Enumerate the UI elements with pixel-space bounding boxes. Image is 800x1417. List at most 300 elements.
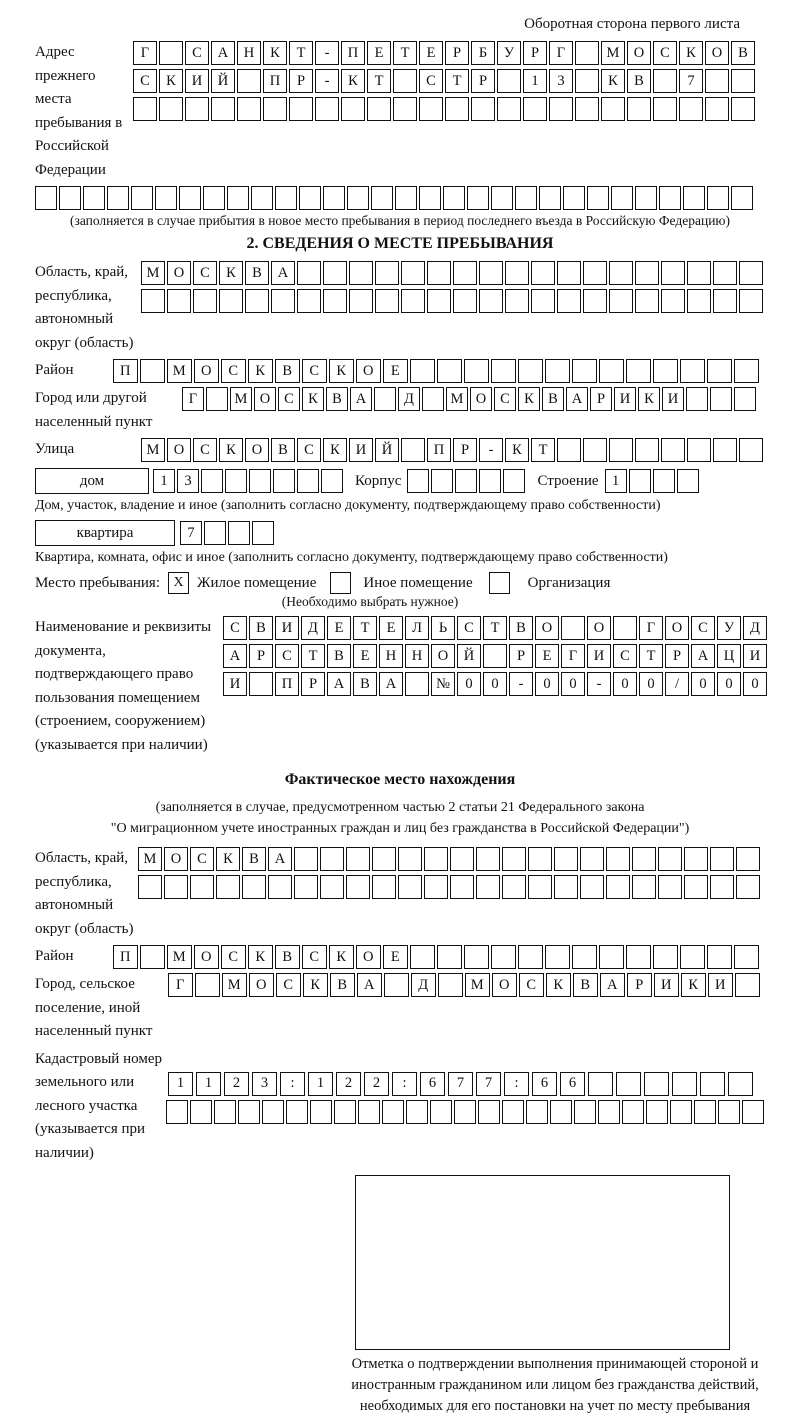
char-cell xyxy=(297,469,319,493)
char-cell xyxy=(734,359,759,383)
char-cell xyxy=(735,973,760,997)
char-cell: Т xyxy=(353,616,377,640)
char-cell: К xyxy=(601,69,625,93)
char-cell: П xyxy=(427,438,451,462)
char-cell xyxy=(531,261,555,285)
char-cell: 0 xyxy=(717,672,741,696)
char-cell: О xyxy=(167,261,191,285)
char-cell xyxy=(680,359,705,383)
char-cell: - xyxy=(479,438,503,462)
char-cell xyxy=(574,1100,596,1124)
char-cell xyxy=(249,469,271,493)
char-cell xyxy=(341,97,365,121)
char-cell: 1 xyxy=(308,1072,333,1096)
char-cell xyxy=(580,847,604,871)
char-cell: О xyxy=(587,616,611,640)
char-cell: О xyxy=(249,973,274,997)
char-cell xyxy=(201,469,223,493)
char-cell: П xyxy=(341,41,365,65)
char-cell xyxy=(583,438,607,462)
char-cell xyxy=(251,186,273,210)
char-cell xyxy=(476,847,500,871)
option-organizaciya-label: Организация xyxy=(527,574,611,591)
korpus-cells xyxy=(407,469,527,493)
char-cell: О xyxy=(254,387,276,411)
char-cell xyxy=(554,847,578,871)
char-cell xyxy=(572,945,597,969)
char-cell: А xyxy=(600,973,625,997)
char-cell xyxy=(424,847,448,871)
char-cell: В xyxy=(275,359,300,383)
char-cell: Е xyxy=(353,644,377,668)
char-cell: 6 xyxy=(560,1072,585,1096)
char-cell xyxy=(575,41,599,65)
char-cell: 0 xyxy=(561,672,585,696)
char-cell xyxy=(707,359,732,383)
char-cell xyxy=(164,875,188,899)
char-cell xyxy=(653,945,678,969)
char-cell: С xyxy=(302,359,327,383)
char-cell: А xyxy=(268,847,292,871)
char-cell xyxy=(670,1100,692,1124)
char-cell: П xyxy=(113,359,138,383)
char-cell xyxy=(252,521,274,545)
char-cell: В xyxy=(249,616,273,640)
char-cell: И xyxy=(708,973,733,997)
char-cell: К xyxy=(329,945,354,969)
char-cell: М xyxy=(167,359,192,383)
char-cell xyxy=(736,847,760,871)
char-cell: А xyxy=(271,261,295,285)
char-cell: А xyxy=(691,644,715,668)
char-cell: Т xyxy=(483,616,507,640)
char-cell xyxy=(140,359,165,383)
char-cell: А xyxy=(223,644,247,668)
char-cell: С xyxy=(302,945,327,969)
char-cell xyxy=(245,289,269,313)
prev-address-row-3 xyxy=(133,97,757,121)
char-cell xyxy=(167,289,191,313)
char-cell xyxy=(550,1100,572,1124)
char-cell: 3 xyxy=(549,69,573,93)
char-cell xyxy=(491,186,513,210)
char-cell xyxy=(632,875,656,899)
char-cell xyxy=(419,186,441,210)
char-cell xyxy=(323,261,347,285)
char-cell xyxy=(483,644,507,668)
char-cell: Й xyxy=(375,438,399,462)
char-cell: С xyxy=(221,945,246,969)
char-cell: С xyxy=(278,387,300,411)
char-cell xyxy=(707,186,729,210)
char-cell: П xyxy=(275,672,299,696)
char-cell xyxy=(275,186,297,210)
char-cell: М xyxy=(141,261,165,285)
char-cell: К xyxy=(248,359,273,383)
char-cell xyxy=(658,875,682,899)
char-cell xyxy=(225,469,247,493)
char-cell xyxy=(382,1100,404,1124)
char-cell xyxy=(626,359,651,383)
char-cell xyxy=(242,875,266,899)
char-cell: О xyxy=(164,847,188,871)
char-cell: - xyxy=(315,69,339,93)
char-cell xyxy=(653,69,677,93)
char-cell: С xyxy=(221,359,246,383)
char-cell: Н xyxy=(237,41,261,65)
char-cell xyxy=(491,359,516,383)
char-cell: В xyxy=(731,41,755,65)
char-cell xyxy=(734,945,759,969)
char-cell xyxy=(497,69,521,93)
prev-address-block xyxy=(35,41,765,182)
char-cell xyxy=(262,1100,284,1124)
char-cell xyxy=(661,289,685,313)
char-cell: Т xyxy=(393,41,417,65)
char-cell: В xyxy=(326,387,348,411)
char-cell xyxy=(237,97,261,121)
char-cell xyxy=(419,97,443,121)
char-cell xyxy=(653,359,678,383)
char-cell xyxy=(626,945,651,969)
char-cell xyxy=(680,945,705,969)
char-cell: А xyxy=(357,973,382,997)
char-cell xyxy=(731,69,755,93)
char-cell xyxy=(431,469,453,493)
char-cell: Р xyxy=(523,41,547,65)
char-cell: С xyxy=(691,616,715,640)
char-cell: А xyxy=(350,387,372,411)
char-cell: 0 xyxy=(639,672,663,696)
char-cell xyxy=(35,186,57,210)
char-cell: С xyxy=(419,69,443,93)
ulitsa-row xyxy=(141,438,765,462)
char-cell xyxy=(575,69,599,93)
char-cell: 2 xyxy=(336,1072,361,1096)
char-cell: О xyxy=(470,387,492,411)
char-cell xyxy=(598,1100,620,1124)
char-cell: А xyxy=(379,672,403,696)
char-cell xyxy=(299,186,321,210)
fact-gorod-block xyxy=(35,973,765,1044)
char-cell: М xyxy=(465,973,490,997)
char-cell: Е xyxy=(327,616,351,640)
char-cell: Р xyxy=(289,69,313,93)
char-cell xyxy=(249,672,273,696)
char-cell xyxy=(694,1100,716,1124)
char-cell xyxy=(622,1100,644,1124)
char-cell xyxy=(476,875,500,899)
char-cell xyxy=(505,289,529,313)
char-cell: 3 xyxy=(252,1072,277,1096)
char-cell xyxy=(407,469,429,493)
char-cell xyxy=(410,359,435,383)
char-cell xyxy=(583,289,607,313)
char-cell xyxy=(583,261,607,285)
char-cell xyxy=(588,1072,613,1096)
gorod-block xyxy=(35,387,765,434)
char-cell xyxy=(707,945,732,969)
gorod-label: Город или другой населенный пункт xyxy=(35,390,153,430)
char-cell: : xyxy=(504,1072,529,1096)
char-cell: 7 xyxy=(679,69,703,93)
char-cell: К xyxy=(159,69,183,93)
char-cell: К xyxy=(302,387,324,411)
prev-address-row-4 xyxy=(35,186,765,210)
char-cell: В xyxy=(242,847,266,871)
char-cell xyxy=(398,847,422,871)
char-cell: А xyxy=(566,387,588,411)
char-cell xyxy=(599,945,624,969)
char-cell xyxy=(185,97,209,121)
char-cell xyxy=(372,875,396,899)
char-cell: 0 xyxy=(691,672,715,696)
char-cell xyxy=(315,97,339,121)
char-cell: К xyxy=(263,41,287,65)
kvartira-widebox: квартира xyxy=(35,520,175,546)
char-cell xyxy=(739,289,763,313)
char-cell: В xyxy=(542,387,564,411)
fact-oblast-row-1 xyxy=(138,847,762,871)
char-cell xyxy=(271,289,295,313)
char-cell xyxy=(557,438,581,462)
char-cell xyxy=(613,616,637,640)
char-cell xyxy=(297,289,321,313)
char-cell xyxy=(401,289,425,313)
char-cell: К xyxy=(546,973,571,997)
char-cell: К xyxy=(518,387,540,411)
char-cell xyxy=(672,1072,697,1096)
char-cell xyxy=(286,1100,308,1124)
char-cell: О xyxy=(535,616,559,640)
char-cell xyxy=(179,186,201,210)
char-cell xyxy=(437,945,462,969)
char-cell xyxy=(736,875,760,899)
char-cell: С xyxy=(193,438,217,462)
char-cell: И xyxy=(614,387,636,411)
char-cell: Г xyxy=(182,387,204,411)
confirmation-stamp-box xyxy=(355,1175,730,1350)
char-cell: / xyxy=(665,672,689,696)
char-cell xyxy=(107,186,129,210)
char-cell xyxy=(563,186,585,210)
char-cell: Е xyxy=(379,616,403,640)
char-cell: Н xyxy=(405,644,429,668)
char-cell xyxy=(59,186,81,210)
char-cell xyxy=(700,1072,725,1096)
char-cell xyxy=(653,469,675,493)
char-cell: Г xyxy=(168,973,193,997)
char-cell xyxy=(203,186,225,210)
char-cell: 1 xyxy=(605,469,627,493)
char-cell: О xyxy=(492,973,517,997)
doc-row-2 xyxy=(223,644,769,668)
char-cell xyxy=(195,973,220,997)
char-cell xyxy=(502,847,526,871)
char-cell: В xyxy=(271,438,295,462)
char-cell xyxy=(644,1072,669,1096)
char-cell xyxy=(531,289,555,313)
char-cell: С xyxy=(185,41,209,65)
fact-caption-1: (заполняется в случае, предусмотренном частью 2 статьи 21 Федерального закона xyxy=(155,800,645,815)
char-cell xyxy=(606,847,630,871)
char-cell xyxy=(497,97,521,121)
char-cell xyxy=(346,875,370,899)
char-cell xyxy=(609,438,633,462)
char-cell: М xyxy=(446,387,468,411)
char-cell xyxy=(464,359,489,383)
char-cell: И xyxy=(349,438,373,462)
char-cell: П xyxy=(113,945,138,969)
char-cell: Т xyxy=(289,41,313,65)
char-cell: М xyxy=(167,945,192,969)
char-cell xyxy=(710,875,734,899)
char-cell: Д xyxy=(743,616,767,640)
char-cell xyxy=(159,97,183,121)
checkbox-organizaciya xyxy=(489,572,510,594)
char-cell xyxy=(141,289,165,313)
char-cell xyxy=(237,69,261,93)
char-cell: С xyxy=(494,387,516,411)
char-cell: К xyxy=(248,945,273,969)
char-cell: О xyxy=(167,438,191,462)
char-cell xyxy=(371,186,393,210)
char-cell xyxy=(455,469,477,493)
char-cell xyxy=(742,1100,764,1124)
oblast-row-1 xyxy=(141,261,765,285)
char-cell xyxy=(572,359,597,383)
char-cell xyxy=(599,359,624,383)
char-cell xyxy=(505,261,529,285)
char-cell xyxy=(453,289,477,313)
char-cell xyxy=(138,875,162,899)
char-cell: 6 xyxy=(532,1072,557,1096)
char-cell xyxy=(375,289,399,313)
char-cell xyxy=(349,289,373,313)
char-cell: К xyxy=(505,438,529,462)
char-cell xyxy=(131,186,153,210)
char-cell: О xyxy=(194,945,219,969)
char-cell xyxy=(334,1100,356,1124)
char-cell: Р xyxy=(453,438,477,462)
char-cell xyxy=(438,973,463,997)
char-cell: 2 xyxy=(364,1072,389,1096)
char-cell: 7 xyxy=(476,1072,501,1096)
char-cell xyxy=(268,875,292,899)
char-cell xyxy=(528,847,552,871)
char-cell xyxy=(227,186,249,210)
char-cell xyxy=(502,1100,524,1124)
char-cell xyxy=(677,469,699,493)
char-cell xyxy=(479,261,503,285)
char-cell: Й xyxy=(211,69,235,93)
char-cell xyxy=(679,97,703,121)
prev-address-row-2 xyxy=(133,69,757,93)
char-cell xyxy=(454,1100,476,1124)
char-cell: Т xyxy=(445,69,469,93)
dom-widebox: дом xyxy=(35,468,149,494)
char-cell: Т xyxy=(301,644,325,668)
char-cell xyxy=(83,186,105,210)
fact-title: Фактическое место нахождения xyxy=(284,771,516,788)
char-cell: С xyxy=(275,644,299,668)
char-cell: С xyxy=(297,438,321,462)
doc-block xyxy=(35,616,765,757)
char-cell xyxy=(705,97,729,121)
char-cell: 7 xyxy=(180,521,202,545)
char-cell: Т xyxy=(367,69,391,93)
oblast-label: Область, край, республика, автономный округ (область) xyxy=(35,264,134,351)
char-cell xyxy=(661,438,685,462)
char-cell: В xyxy=(627,69,651,93)
char-cell xyxy=(557,261,581,285)
char-cell xyxy=(424,875,448,899)
char-cell: А xyxy=(211,41,235,65)
fact-oblast-row-2 xyxy=(138,875,762,899)
kadastr-row-1 xyxy=(168,1072,766,1096)
char-cell xyxy=(453,261,477,285)
char-cell xyxy=(358,1100,380,1124)
char-cell xyxy=(140,945,165,969)
doc-row-3 xyxy=(223,672,769,696)
char-cell xyxy=(705,69,729,93)
checkbox-zhiloe: X xyxy=(168,572,189,594)
char-cell xyxy=(437,359,462,383)
char-cell xyxy=(658,847,682,871)
char-cell xyxy=(687,289,711,313)
char-cell: Е xyxy=(383,945,408,969)
confirmation-stamp-note: Отметка о подтверждении выполнения принимающей стороной и иностранным гражданином или лицом без гражданства действий, необходимых для его постановки на учет по месту пребывания xyxy=(351,1356,759,1415)
char-cell: Ц xyxy=(717,644,741,668)
char-cell: И xyxy=(185,69,209,93)
char-cell xyxy=(687,438,711,462)
char-cell xyxy=(410,945,435,969)
char-cell: О xyxy=(665,616,689,640)
char-cell xyxy=(683,186,705,210)
section2-title: 2. СВЕДЕНИЯ О МЕСТЕ ПРЕБЫВАНИЯ xyxy=(246,235,554,252)
kadastr-row-2 xyxy=(166,1100,766,1124)
char-cell xyxy=(632,847,656,871)
char-cell: К xyxy=(679,41,703,65)
char-cell xyxy=(661,261,685,285)
char-cell: К xyxy=(219,438,243,462)
char-cell: 6 xyxy=(420,1072,445,1096)
char-cell xyxy=(502,875,526,899)
char-cell xyxy=(549,97,573,121)
char-cell: Г xyxy=(133,41,157,65)
char-cell: И xyxy=(743,644,767,668)
fact-raion-row xyxy=(113,945,761,969)
fact-caption-2: "О миграционном учете иностранных граждан и лиц без гражданства в Российской Федерации") xyxy=(110,821,690,836)
char-cell xyxy=(155,186,177,210)
fact-raion-label: Район xyxy=(35,948,74,964)
char-cell: 1 xyxy=(196,1072,221,1096)
char-cell: Д xyxy=(411,973,436,997)
char-cell: Р xyxy=(509,644,533,668)
char-cell xyxy=(219,289,243,313)
char-cell xyxy=(427,289,451,313)
char-cell: С xyxy=(276,973,301,997)
char-cell: М xyxy=(222,973,247,997)
char-cell xyxy=(346,847,370,871)
char-cell xyxy=(347,186,369,210)
char-cell: С xyxy=(223,616,247,640)
char-cell xyxy=(427,261,451,285)
char-cell xyxy=(713,261,737,285)
char-cell: С xyxy=(613,644,637,668)
char-cell: Л xyxy=(405,616,429,640)
char-cell xyxy=(554,875,578,899)
